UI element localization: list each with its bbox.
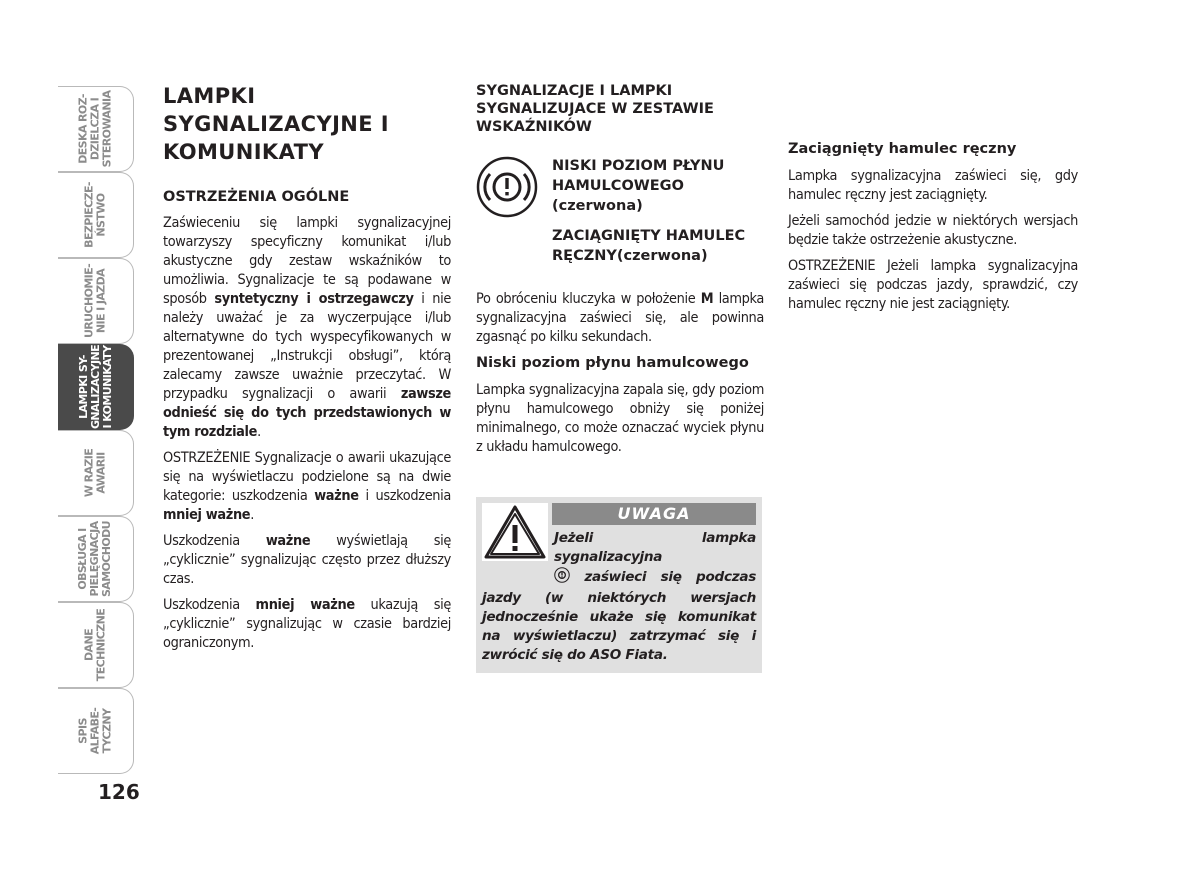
tab-lampki-sygnalizacyjne[interactable] xyxy=(58,344,134,430)
indicator-label: NISKI POZIOM PŁYNU HAMULCOWEGO (czerwona) xyxy=(552,158,725,214)
subheading: Zaciągnięty hamulec ręczny xyxy=(788,141,1017,157)
tab-spis-alfabetyczny[interactable] xyxy=(58,688,134,774)
tab-label: DESKA ROZ- DZIELCZA I STEROWANIA xyxy=(76,90,114,168)
page-number: 126 xyxy=(98,780,140,804)
indicator-label: ZACIĄGNIĘTY HAMULEC RĘCZNY(czerwona) xyxy=(552,228,746,264)
column-handbrake xyxy=(788,140,1078,321)
section-heading: SYGNALIZACJE I LAMPKI SYGNALIZUJACE W ZESTAWIE WSKAŹNIKÓW xyxy=(476,83,714,135)
brake-warning-icon xyxy=(554,567,570,589)
tab-label: BEZPIECZE- ŃSTWO xyxy=(82,182,108,248)
page-title: LAMPKI SYGNALIZACYJNE I KOMUNIKATY xyxy=(163,84,389,164)
tab-dane-techniczne[interactable] xyxy=(58,602,134,688)
tab-w-razie-awarii[interactable] xyxy=(58,430,134,516)
paragraph: OSTRZEŻENIE Sygnalizacje o awarii ukazujące się na wyświetlaczu podzielone są na dwie kategorie: uszkodzenia ważne i uszkodzenia mniej ważne. xyxy=(163,450,451,523)
brake-warning-icon xyxy=(476,156,552,276)
warning-text: Jeżeli lampka sygnalizacyjna xyxy=(554,530,756,565)
column-brake-warning xyxy=(476,82,764,673)
tab-label: SPIS ALFABE- TYCZNY xyxy=(76,707,114,755)
tab-bezpieczenstwo[interactable] xyxy=(58,172,134,258)
tab-label: DANE TECHNICZNE xyxy=(82,608,108,682)
warning-triangle-icon xyxy=(482,503,548,561)
warning-text-continued: zaświeci się podczas jazdy (w niektórych wersjach jednocześnie ukaże się komunikat na wyświetlaczu) zatrzymać się i zwrócić się do ASO Fiata. xyxy=(482,569,756,663)
paragraph: Lampka sygnalizacyjna zaświeci się, gdy hamulec ręczny jest zaciągnięty. xyxy=(788,168,1078,203)
paragraph: Lampka sygnalizacyjna zapala się, gdy poziom płynu hamulcowego obniży się poniżej minimalnego, co może oznaczać wyciek płynu z układu hamulcowego. xyxy=(476,382,764,455)
tab-label: W RAZIE AWARII xyxy=(82,448,108,498)
section-heading: OSTRZEŻENIA OGÓLNE xyxy=(163,189,350,205)
tab-uruchomienie-i-jazda[interactable] xyxy=(58,258,134,344)
column-general-warnings xyxy=(163,82,451,660)
paragraph: OSTRZEŻENIE Jeżeli lampka sygnalizacyjna zaświeci się podczas jazdy, sprawdzić, czy hamulec ręczny nie jest zaciągnięty. xyxy=(788,258,1078,312)
paragraph: Zaświeceniu się lampki sygnalizacyjnej towarzyszy specyficzny komunikat i/lub akustyczne gdy zestaw wskaźników to umożliwia. Sygnalizacje te są podawane w sposób syntetyczny i ostrzegawczy i nie należy uważać je za wyczerpujące i/lub alternatywne do tych wyspecyfikowanych w prezentowanej „Instrukcji obsługi”, którą zalecamy zawsze uważnie przeczytać. W przypadku sygnalizacji o awarii zawsze odnieść się do tych przedstawionych w tym rozdziale. xyxy=(163,215,451,440)
subheading: Niski poziom płynu hamulcowego xyxy=(476,355,749,371)
tab-label: OBSŁUGA I PIELĘGNACJA SAMOCHODU xyxy=(76,520,114,598)
tab-label: LAMPKI SY- GNALIZACYJNE I KOMUNIKATY xyxy=(76,345,114,429)
paragraph: Uszkodzenia ważne wyświetlają się „cyklicznie” sygnalizując często przez dłuższy czas. xyxy=(163,533,452,587)
indicator-block xyxy=(476,156,764,276)
paragraph: Po obróceniu kluczyka w położenie M lampka sygnalizacyjna zaświeci się, ale powinna zgasnąć po kilku sekundach. xyxy=(476,291,765,345)
paragraph: Jeżeli samochód jedzie w niektórych wersjach będzie także ostrzeżenie akustyczne. xyxy=(788,213,1078,248)
tab-deska-rozdzielcza[interactable] xyxy=(58,86,134,172)
warning-box xyxy=(476,497,762,673)
tab-label: URUCHOMIE- NIE I JAZDA xyxy=(82,263,108,339)
warning-title: UWAGA xyxy=(552,503,756,525)
tab-obsluga-i-pielegnacja[interactable] xyxy=(58,516,134,602)
paragraph: Uszkodzenia mniej ważne ukazują się „cyklicznie” sygnalizując w czasie bardziej ograniczonym. xyxy=(163,597,451,651)
